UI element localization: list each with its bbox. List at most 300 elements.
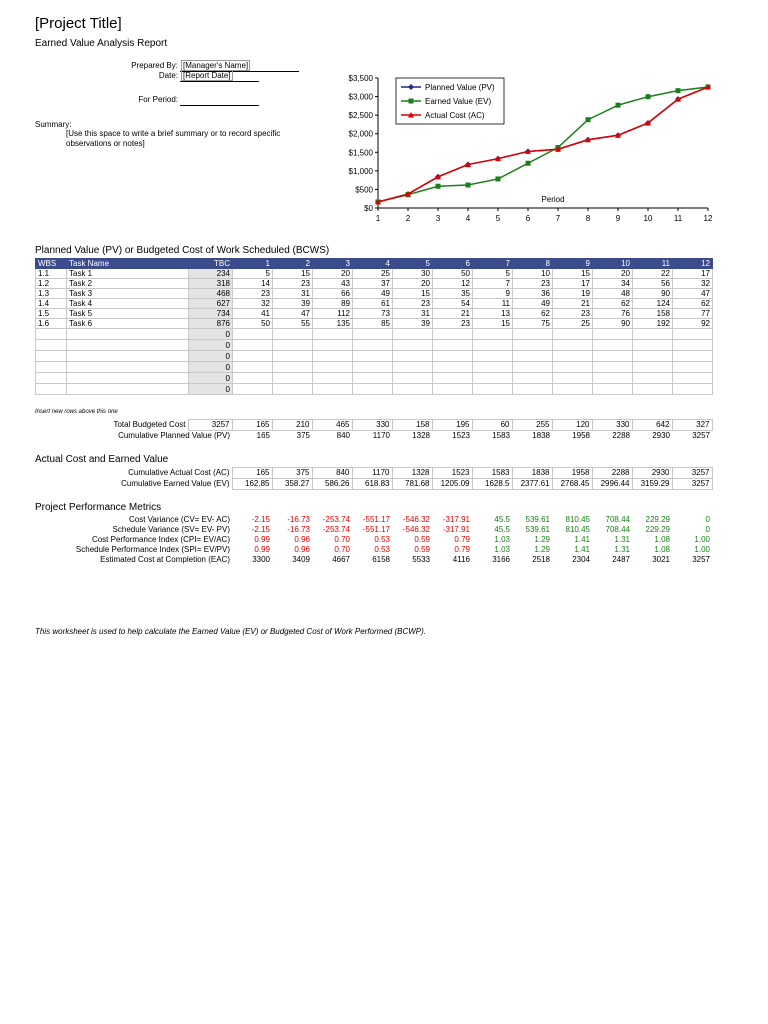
pv-col-header: Task Name: [67, 259, 189, 269]
table-cell[interactable]: [673, 329, 713, 340]
cumulative-ev-value[interactable]: 1628.5: [472, 479, 512, 490]
table-cell[interactable]: [36, 373, 67, 384]
table-cell[interactable]: [593, 373, 633, 384]
total-budgeted-row: [35, 420, 712, 431]
table-cell[interactable]: [553, 329, 593, 340]
table-cell[interactable]: [593, 329, 633, 340]
date-value: [Report Date]: [183, 71, 231, 80]
metric-value: -16.73: [287, 525, 310, 534]
pv-col-header: WBS: [36, 259, 67, 269]
table-cell[interactable]: [393, 373, 433, 384]
table-cell[interactable]: [433, 362, 473, 373]
table-cell[interactable]: [67, 373, 189, 384]
table-cell[interactable]: [233, 373, 273, 384]
chart-point: [586, 117, 591, 122]
cumulative-ev-value[interactable]: 3159.29: [632, 479, 672, 490]
pv-col-header: 11: [633, 259, 673, 269]
period-label: For Period:: [138, 95, 178, 104]
metric-value: 1.00: [694, 545, 710, 554]
table-cell[interactable]: 30: [393, 269, 433, 279]
total-budgeted-value: 158: [392, 420, 432, 431]
date-field[interactable]: [180, 70, 259, 82]
table-cell[interactable]: 36: [513, 289, 553, 299]
table-cell[interactable]: Task 6: [67, 319, 189, 329]
table-row-empty: [36, 340, 713, 351]
project-title[interactable]: [Project Title]: [35, 15, 122, 32]
cumulative-ac-value[interactable]: 2930: [632, 468, 672, 479]
table-cell[interactable]: [36, 351, 67, 362]
metric-value: -546.32: [402, 525, 430, 534]
table-cell[interactable]: [513, 340, 553, 351]
table-cell[interactable]: 19: [553, 289, 593, 299]
table-cell[interactable]: [393, 329, 433, 340]
cumulative-ac-value[interactable]: 1958: [552, 468, 592, 479]
table-cell[interactable]: 1.4: [36, 299, 67, 309]
table-cell[interactable]: [553, 362, 593, 373]
table-cell[interactable]: 32: [233, 299, 273, 309]
table-cell[interactable]: 15: [553, 269, 593, 279]
table-cell[interactable]: 15: [473, 319, 513, 329]
table-cell[interactable]: [313, 329, 353, 340]
chart-x-tick-label: 8: [585, 214, 591, 223]
table-cell[interactable]: 47: [273, 309, 313, 319]
period-field[interactable]: [180, 94, 259, 106]
metric-value: 810.45: [565, 525, 590, 534]
table-cell[interactable]: 20: [393, 279, 433, 289]
chart-x-tick-label: 11: [673, 214, 683, 223]
table-cell[interactable]: [673, 373, 713, 384]
cumulative-pv-value: 375: [296, 431, 310, 440]
table-cell[interactable]: 234: [189, 269, 233, 279]
cumulative-ev-value[interactable]: 618.83: [352, 479, 392, 490]
table-cell[interactable]: [353, 384, 393, 395]
table-cell[interactable]: 85: [353, 319, 393, 329]
cumulative-pv-value: 2930: [652, 431, 670, 440]
table-row-empty: [36, 384, 713, 395]
table-cell[interactable]: 25: [553, 319, 593, 329]
table-cell[interactable]: [553, 384, 593, 395]
table-cell[interactable]: 112: [313, 309, 353, 319]
table-cell[interactable]: [633, 362, 673, 373]
earned-value-chart: [330, 68, 730, 233]
table-cell[interactable]: [313, 384, 353, 395]
table-cell[interactable]: [36, 340, 67, 351]
table-cell[interactable]: [313, 340, 353, 351]
summary-text[interactable]: [Use this space to write a brief summary or to record specific observations or notes]: [66, 129, 281, 148]
cumulative-ac-value[interactable]: 1170: [352, 468, 392, 479]
table-cell[interactable]: 5: [233, 269, 273, 279]
legend-label: Earned Value (EV): [425, 97, 492, 106]
table-cell[interactable]: [633, 340, 673, 351]
table-cell[interactable]: 92: [673, 319, 713, 329]
ac-ev-table: [35, 467, 713, 490]
table-cell[interactable]: 23: [513, 279, 553, 289]
metric-value: 45.5: [494, 525, 510, 534]
table-cell[interactable]: [473, 351, 513, 362]
cumulative-ac-value[interactable]: 3257: [672, 468, 712, 479]
cumulative-ev-value[interactable]: 2768.45: [552, 479, 592, 490]
table-cell[interactable]: 43: [313, 279, 353, 289]
cumulative-ac-value[interactable]: 1523: [432, 468, 472, 479]
metric-value: 3166: [492, 555, 510, 564]
table-cell[interactable]: [67, 329, 189, 340]
table-cell[interactable]: [353, 351, 393, 362]
table-cell[interactable]: [233, 351, 273, 362]
chart-x-tick-label: 5: [495, 214, 501, 223]
table-cell[interactable]: 0: [189, 329, 233, 340]
table-cell[interactable]: 55: [273, 319, 313, 329]
table-cell[interactable]: Task 5: [67, 309, 189, 319]
table-cell[interactable]: 20: [313, 269, 353, 279]
table-row-empty: [36, 351, 713, 362]
table-cell[interactable]: 0: [189, 362, 233, 373]
table-cell[interactable]: [393, 362, 433, 373]
table-cell[interactable]: [273, 362, 313, 373]
metric-value: -2.15: [251, 525, 270, 534]
table-cell[interactable]: 11: [473, 299, 513, 309]
chart-y-tick-label: $3,000: [348, 92, 373, 102]
table-cell[interactable]: [67, 384, 189, 395]
table-cell[interactable]: 158: [633, 309, 673, 319]
chart-y-tick-label: $2,500: [348, 111, 373, 121]
metric-value: 3300: [252, 555, 270, 564]
chart-point: [676, 88, 681, 93]
table-cell[interactable]: 35: [433, 289, 473, 299]
table-cell[interactable]: 318: [189, 279, 233, 289]
table-cell[interactable]: 9: [473, 289, 513, 299]
table-cell[interactable]: 0: [189, 373, 233, 384]
table-cell[interactable]: [433, 329, 473, 340]
table-cell[interactable]: 90: [593, 319, 633, 329]
cumulative-ac-value[interactable]: 840: [312, 468, 352, 479]
cumulative-ac-row: [35, 468, 712, 479]
table-cell[interactable]: [273, 329, 313, 340]
table-cell[interactable]: 32: [673, 279, 713, 289]
table-cell[interactable]: Task 1: [67, 269, 189, 279]
table-cell[interactable]: [673, 362, 713, 373]
table-cell[interactable]: 75: [513, 319, 553, 329]
table-cell[interactable]: [233, 340, 273, 351]
metric-value: 0: [705, 525, 710, 534]
table-cell[interactable]: [593, 362, 633, 373]
table-cell[interactable]: 12: [433, 279, 473, 289]
table-row: [36, 299, 713, 309]
table-cell[interactable]: 13: [473, 309, 513, 319]
table-cell[interactable]: 73: [353, 309, 393, 319]
cumulative-ev-value[interactable]: 2377.61: [512, 479, 552, 490]
table-cell[interactable]: [513, 373, 553, 384]
cumulative-ev-value[interactable]: 358.27: [272, 479, 312, 490]
metric-row: [35, 535, 712, 545]
table-cell[interactable]: [513, 362, 553, 373]
table-cell[interactable]: [233, 362, 273, 373]
table-cell[interactable]: 627: [189, 299, 233, 309]
metric-value: 0.79: [454, 535, 470, 544]
table-cell[interactable]: [553, 373, 593, 384]
table-cell[interactable]: [353, 373, 393, 384]
table-cell[interactable]: [433, 351, 473, 362]
table-cell[interactable]: [67, 362, 189, 373]
chart-y-tick-label: $3,500: [348, 74, 373, 83]
cumulative-ac-value[interactable]: 165: [232, 468, 272, 479]
table-cell[interactable]: 31: [273, 289, 313, 299]
table-cell[interactable]: [633, 384, 673, 395]
metric-value: 3409: [292, 555, 310, 564]
table-cell[interactable]: 77: [673, 309, 713, 319]
table-cell[interactable]: 22: [633, 269, 673, 279]
table-cell[interactable]: 1.3: [36, 289, 67, 299]
table-cell[interactable]: [673, 351, 713, 362]
table-cell[interactable]: 17: [673, 269, 713, 279]
cumulative-pv-value: 165: [256, 431, 270, 440]
total-budgeted-value: 120: [552, 420, 592, 431]
table-cell[interactable]: 23: [233, 289, 273, 299]
chart-x-tick-label: 4: [465, 214, 471, 223]
pv-col-header: 7: [473, 259, 513, 269]
table-cell[interactable]: 1.1: [36, 269, 67, 279]
table-cell[interactable]: [353, 362, 393, 373]
chart-x-tick-label: 6: [525, 214, 531, 223]
metric-label: Schedule Performance Index (SPI= EV/PV): [75, 545, 230, 554]
table-cell[interactable]: [473, 340, 513, 351]
table-cell[interactable]: [513, 384, 553, 395]
table-cell[interactable]: 135: [313, 319, 353, 329]
table-cell[interactable]: [273, 373, 313, 384]
table-cell[interactable]: [36, 384, 67, 395]
table-cell[interactable]: [433, 384, 473, 395]
table-cell[interactable]: [473, 329, 513, 340]
cumulative-ev-value[interactable]: 1205.09: [432, 479, 472, 490]
table-cell[interactable]: 62: [673, 299, 713, 309]
table-cell[interactable]: [513, 329, 553, 340]
table-cell[interactable]: 0: [189, 384, 233, 395]
table-cell[interactable]: 0: [189, 340, 233, 351]
table-cell[interactable]: [553, 351, 593, 362]
table-cell[interactable]: 15: [393, 289, 433, 299]
metric-value: 3257: [692, 555, 710, 564]
pv-table-header: [36, 259, 713, 269]
table-cell[interactable]: 37: [353, 279, 393, 289]
table-cell[interactable]: 7: [473, 279, 513, 289]
table-cell[interactable]: [67, 351, 189, 362]
table-cell[interactable]: 192: [633, 319, 673, 329]
table-cell[interactable]: [673, 384, 713, 395]
table-cell[interactable]: [593, 351, 633, 362]
table-cell[interactable]: 17: [553, 279, 593, 289]
metric-label: Schedule Variance (SV= EV- PV): [112, 525, 230, 534]
table-cell[interactable]: 14: [233, 279, 273, 289]
table-cell[interactable]: 76: [593, 309, 633, 319]
metric-value: -551.17: [362, 525, 390, 534]
table-cell[interactable]: [313, 362, 353, 373]
cumulative-ac-value[interactable]: 1838: [512, 468, 552, 479]
table-cell[interactable]: [313, 351, 353, 362]
table-cell[interactable]: [273, 340, 313, 351]
metric-row: [35, 525, 712, 535]
table-cell[interactable]: 1.6: [36, 319, 67, 329]
table-cell[interactable]: 49: [513, 299, 553, 309]
pv-col-header: 12: [673, 259, 713, 269]
metric-value: -2.15: [251, 515, 270, 524]
metric-value: 1.00: [694, 535, 710, 544]
table-cell[interactable]: 89: [313, 299, 353, 309]
metric-value: 0.79: [454, 545, 470, 554]
table-cell[interactable]: [313, 373, 353, 384]
table-cell[interactable]: 21: [553, 299, 593, 309]
table-row: [36, 319, 713, 329]
table-cell[interactable]: 15: [273, 269, 313, 279]
table-cell[interactable]: [553, 340, 593, 351]
cumulative-pv-value: 840: [336, 431, 350, 440]
table-cell[interactable]: 734: [189, 309, 233, 319]
metric-value: 1.03: [494, 545, 510, 554]
table-cell[interactable]: 10: [513, 269, 553, 279]
chart-legend: [396, 78, 504, 124]
metric-value: 0.70: [334, 545, 350, 554]
table-row: [36, 269, 713, 279]
table-cell[interactable]: 1.2: [36, 279, 67, 289]
table-cell[interactable]: 39: [393, 319, 433, 329]
cumulative-ac-value[interactable]: 2288: [592, 468, 632, 479]
chart-x-tick-label: 9: [615, 214, 621, 223]
table-cell[interactable]: [473, 373, 513, 384]
table-cell[interactable]: [473, 362, 513, 373]
table-cell[interactable]: 48: [593, 289, 633, 299]
table-cell[interactable]: [273, 351, 313, 362]
table-cell[interactable]: [273, 384, 313, 395]
table-cell[interactable]: 41: [233, 309, 273, 319]
table-cell[interactable]: [473, 384, 513, 395]
chart-x-tick-label: 7: [555, 214, 561, 223]
table-cell[interactable]: 49: [353, 289, 393, 299]
table-cell[interactable]: Task 4: [67, 299, 189, 309]
chart-y-tick-label: $1,000: [348, 166, 373, 176]
table-cell[interactable]: 90: [633, 289, 673, 299]
metric-value: 1.41: [574, 545, 590, 554]
metric-value: 708.44: [605, 525, 630, 534]
table-cell[interactable]: [513, 351, 553, 362]
table-cell[interactable]: Task 2: [67, 279, 189, 289]
cumulative-ac-label: Cumulative Actual Cost (AC): [128, 468, 230, 477]
table-row-empty: [36, 362, 713, 373]
ac-section-heading: Actual Cost and Earned Value: [35, 454, 169, 465]
cumulative-ev-value[interactable]: 586.26: [312, 479, 352, 490]
metric-row: [35, 555, 712, 565]
metric-value: 229.29: [645, 525, 670, 534]
total-budgeted-value: 327: [672, 420, 712, 431]
metric-value: 539.61: [525, 515, 550, 524]
metric-value: 1.31: [614, 545, 630, 554]
total-budgeted-value: 255: [512, 420, 552, 431]
table-cell[interactable]: 21: [433, 309, 473, 319]
chart-point: [616, 103, 621, 108]
table-cell[interactable]: [393, 340, 433, 351]
metric-label: Cost Variance (CV= EV- AC): [129, 515, 230, 524]
table-cell[interactable]: [233, 329, 273, 340]
table-cell[interactable]: 61: [353, 299, 393, 309]
table-cell[interactable]: [393, 351, 433, 362]
metric-value: 4667: [332, 555, 350, 564]
table-cell[interactable]: 0: [189, 351, 233, 362]
table-cell[interactable]: 34: [593, 279, 633, 289]
table-cell[interactable]: [353, 329, 393, 340]
metric-value: 1.31: [614, 535, 630, 544]
cumulative-ac-value[interactable]: 1328: [392, 468, 432, 479]
cumulative-ev-row: [35, 479, 712, 490]
cumulative-ac-value[interactable]: 1583: [472, 468, 512, 479]
table-cell[interactable]: 5: [473, 269, 513, 279]
cumulative-ev-value[interactable]: 781.68: [392, 479, 432, 490]
table-cell[interactable]: 468: [189, 289, 233, 299]
table-cell[interactable]: 23: [433, 319, 473, 329]
prepared-by-value: [Manager's Name]: [183, 61, 249, 70]
summary-label: Summary:: [35, 120, 72, 129]
table-cell[interactable]: 62: [513, 309, 553, 319]
table-row: [36, 289, 713, 299]
table-cell[interactable]: 25: [353, 269, 393, 279]
table-cell[interactable]: [633, 329, 673, 340]
total-budgeted-value: 330: [592, 420, 632, 431]
total-budgeted-value: 165: [232, 420, 272, 431]
table-cell[interactable]: Task 3: [67, 289, 189, 299]
cumulative-pv-value: 1328: [412, 431, 430, 440]
cumulative-pv-value: 3257: [692, 431, 710, 440]
table-cell[interactable]: [233, 384, 273, 395]
table-cell[interactable]: [433, 373, 473, 384]
table-cell[interactable]: 1.5: [36, 309, 67, 319]
table-cell[interactable]: [593, 340, 633, 351]
table-cell[interactable]: 23: [393, 299, 433, 309]
table-cell[interactable]: 876: [189, 319, 233, 329]
table-cell[interactable]: [633, 373, 673, 384]
table-cell[interactable]: 39: [273, 299, 313, 309]
pv-table: [35, 258, 713, 395]
table-cell[interactable]: 31: [393, 309, 433, 319]
table-cell[interactable]: [36, 329, 67, 340]
table-cell[interactable]: 23: [273, 279, 313, 289]
cumulative-ev-value[interactable]: 2996.44: [592, 479, 632, 490]
table-cell[interactable]: [67, 340, 189, 351]
table-cell[interactable]: 124: [633, 299, 673, 309]
table-cell[interactable]: [393, 384, 433, 395]
table-cell[interactable]: 50: [233, 319, 273, 329]
table-cell[interactable]: [593, 384, 633, 395]
table-cell[interactable]: 56: [633, 279, 673, 289]
table-cell[interactable]: 20: [593, 269, 633, 279]
table-cell[interactable]: [433, 340, 473, 351]
table-cell[interactable]: 50: [433, 269, 473, 279]
table-cell[interactable]: [36, 362, 67, 373]
prepared-by-label: Prepared By:: [131, 61, 178, 70]
table-cell[interactable]: 47: [673, 289, 713, 299]
table-cell[interactable]: [633, 351, 673, 362]
table-cell[interactable]: [353, 340, 393, 351]
cumulative-ev-value[interactable]: 3257: [672, 479, 712, 490]
metric-value: 539.61: [525, 525, 550, 534]
table-cell[interactable]: 62: [593, 299, 633, 309]
table-cell[interactable]: 54: [433, 299, 473, 309]
metric-value: 1.08: [654, 535, 670, 544]
cumulative-ev-value[interactable]: 162.85: [232, 479, 272, 490]
table-cell[interactable]: 23: [553, 309, 593, 319]
pv-col-header: 6: [433, 259, 473, 269]
cumulative-ac-value[interactable]: 375: [272, 468, 312, 479]
pv-col-header: 5: [393, 259, 433, 269]
cumulative-pv-value: 2288: [612, 431, 630, 440]
table-cell[interactable]: [673, 340, 713, 351]
table-cell[interactable]: 66: [313, 289, 353, 299]
total-budgeted-value: 195: [432, 420, 472, 431]
